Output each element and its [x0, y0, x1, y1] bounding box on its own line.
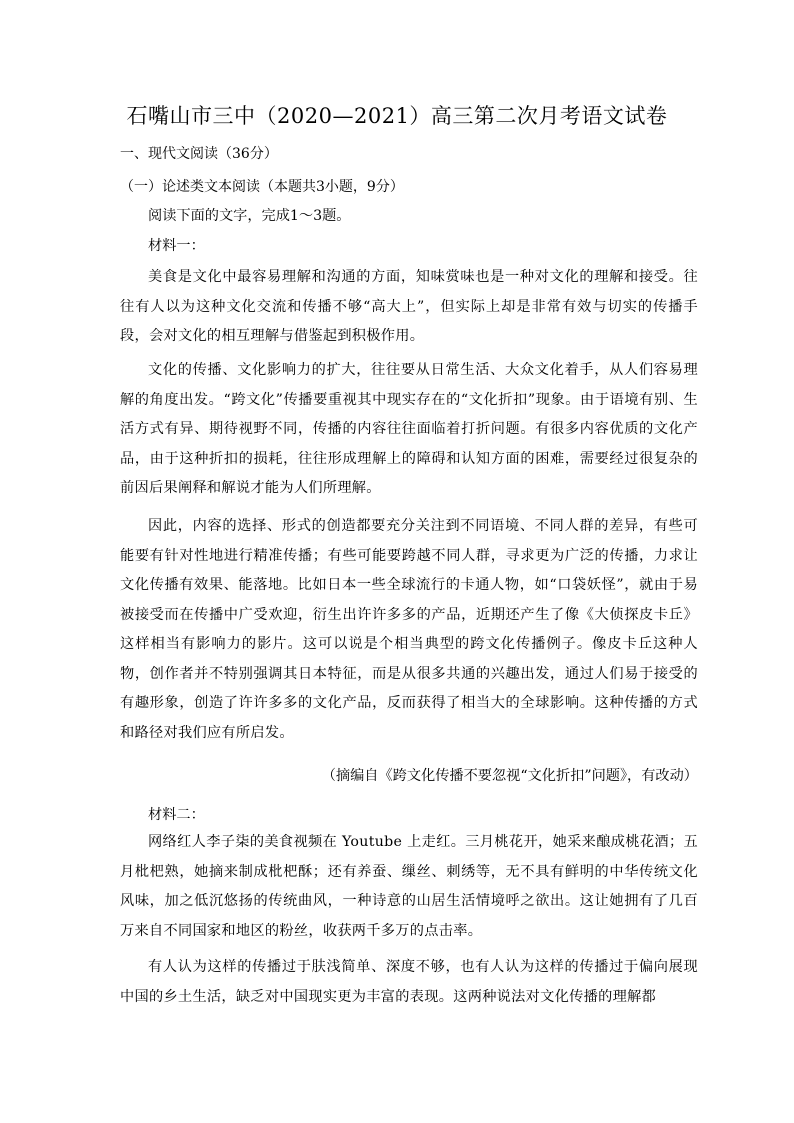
subsection-heading-argumentative: （一）论述类文本阅读（本题共3小题，9分）	[120, 179, 404, 195]
material-one-paragraph: 文化的传播、文化影响力的扩大，往往要从日常生活、大众文化着手，从人们容易理解的角度出发。“跨文化”传播要重视其中现实存在的“文化折扣”现象。由于语境有别、生活方式有异、期待视野不同，传播的内容往往面临着打折问题。有很多内容优质的文化产品，由于这种折扣的损耗，往往形成理解上的障碍和认知方面的困难，需要经过很复杂的前因后果阐释和解说才能为人们所理解。	[120, 362, 698, 496]
section-heading-modern-reading: 一、现代文阅读（36分）	[120, 146, 278, 162]
material-two-paragraph: 网络红人李子柒的美食视频在 Youtube 上走红。三月桃花开，她采来酿成桃花酒；五月枇杷熟，她摘来制成枇杷酥；还有养蚕、缫丝、刺绣等，无不具有鲜明的中华传统文化风味，加之低沉悠扬的传统曲风，一种诗意的山居生活情境呼之欲出。这让她拥有了几百万来自不同国家和地区的粉丝，收获两千多万的点击率。	[120, 834, 698, 939]
material-one-source: （摘编自《跨文化传播不要忽视“文化折扣”问题》，有改动）	[321, 768, 698, 784]
reading-instruction: 阅读下面的文字，完成1～3题。	[148, 208, 351, 224]
material-two-paragraph: 有人认为这样的传播过于肤浅简单、深度不够，也有人认为这样的传播过于偏向展现中国的乡土生活，缺乏对中国现实更为丰富的表现。这两种说法对文化传播的理解都	[120, 959, 698, 1005]
material-one-paragraph: 因此，内容的选择、形式的创造都要充分关注到不同语境、不同人群的差异，有些可能要有针对性地进行精准传播；有些可能要跨越不同人群，寻求更为广泛的传播，力求让文化传播有效果、能落地。比如日本一些全球流行的卡通人物，如“口袋妖怪”，就由于易被接受而在传播中广受欢迎，衍生出许许多多的产品，近期还产生了像《大侦探皮卡丘》这样相当有影响力的影片。这可以说是个相当典型的跨文化传播例子。像皮卡丘这种人物，创作者并不特别强调其日本特征，而是从很多共通的兴趣出发，通过人们易于接受的有趣形象，创造了许许多多的文化产品，反而获得了相当大的全球影响。这种传播的方式和路径对我们应有所启发。	[120, 518, 698, 741]
material-two-label: 材料二：	[148, 807, 205, 823]
material-one-paragraph: 美食是文化中最容易理解和沟通的方面，知味赏味也是一种对文化的理解和接受。往往有人以为这种文化交流和传播不够“高大上”，但实际上却是非常有效与切实的传播手段，会对文化的相互理解与借鉴起到积极作用。	[120, 269, 698, 344]
document-title: 石嘴山市三中（2020—2021）高三第二次月考语文试卷	[126, 104, 668, 128]
material-one-label: 材料一：	[148, 238, 205, 254]
